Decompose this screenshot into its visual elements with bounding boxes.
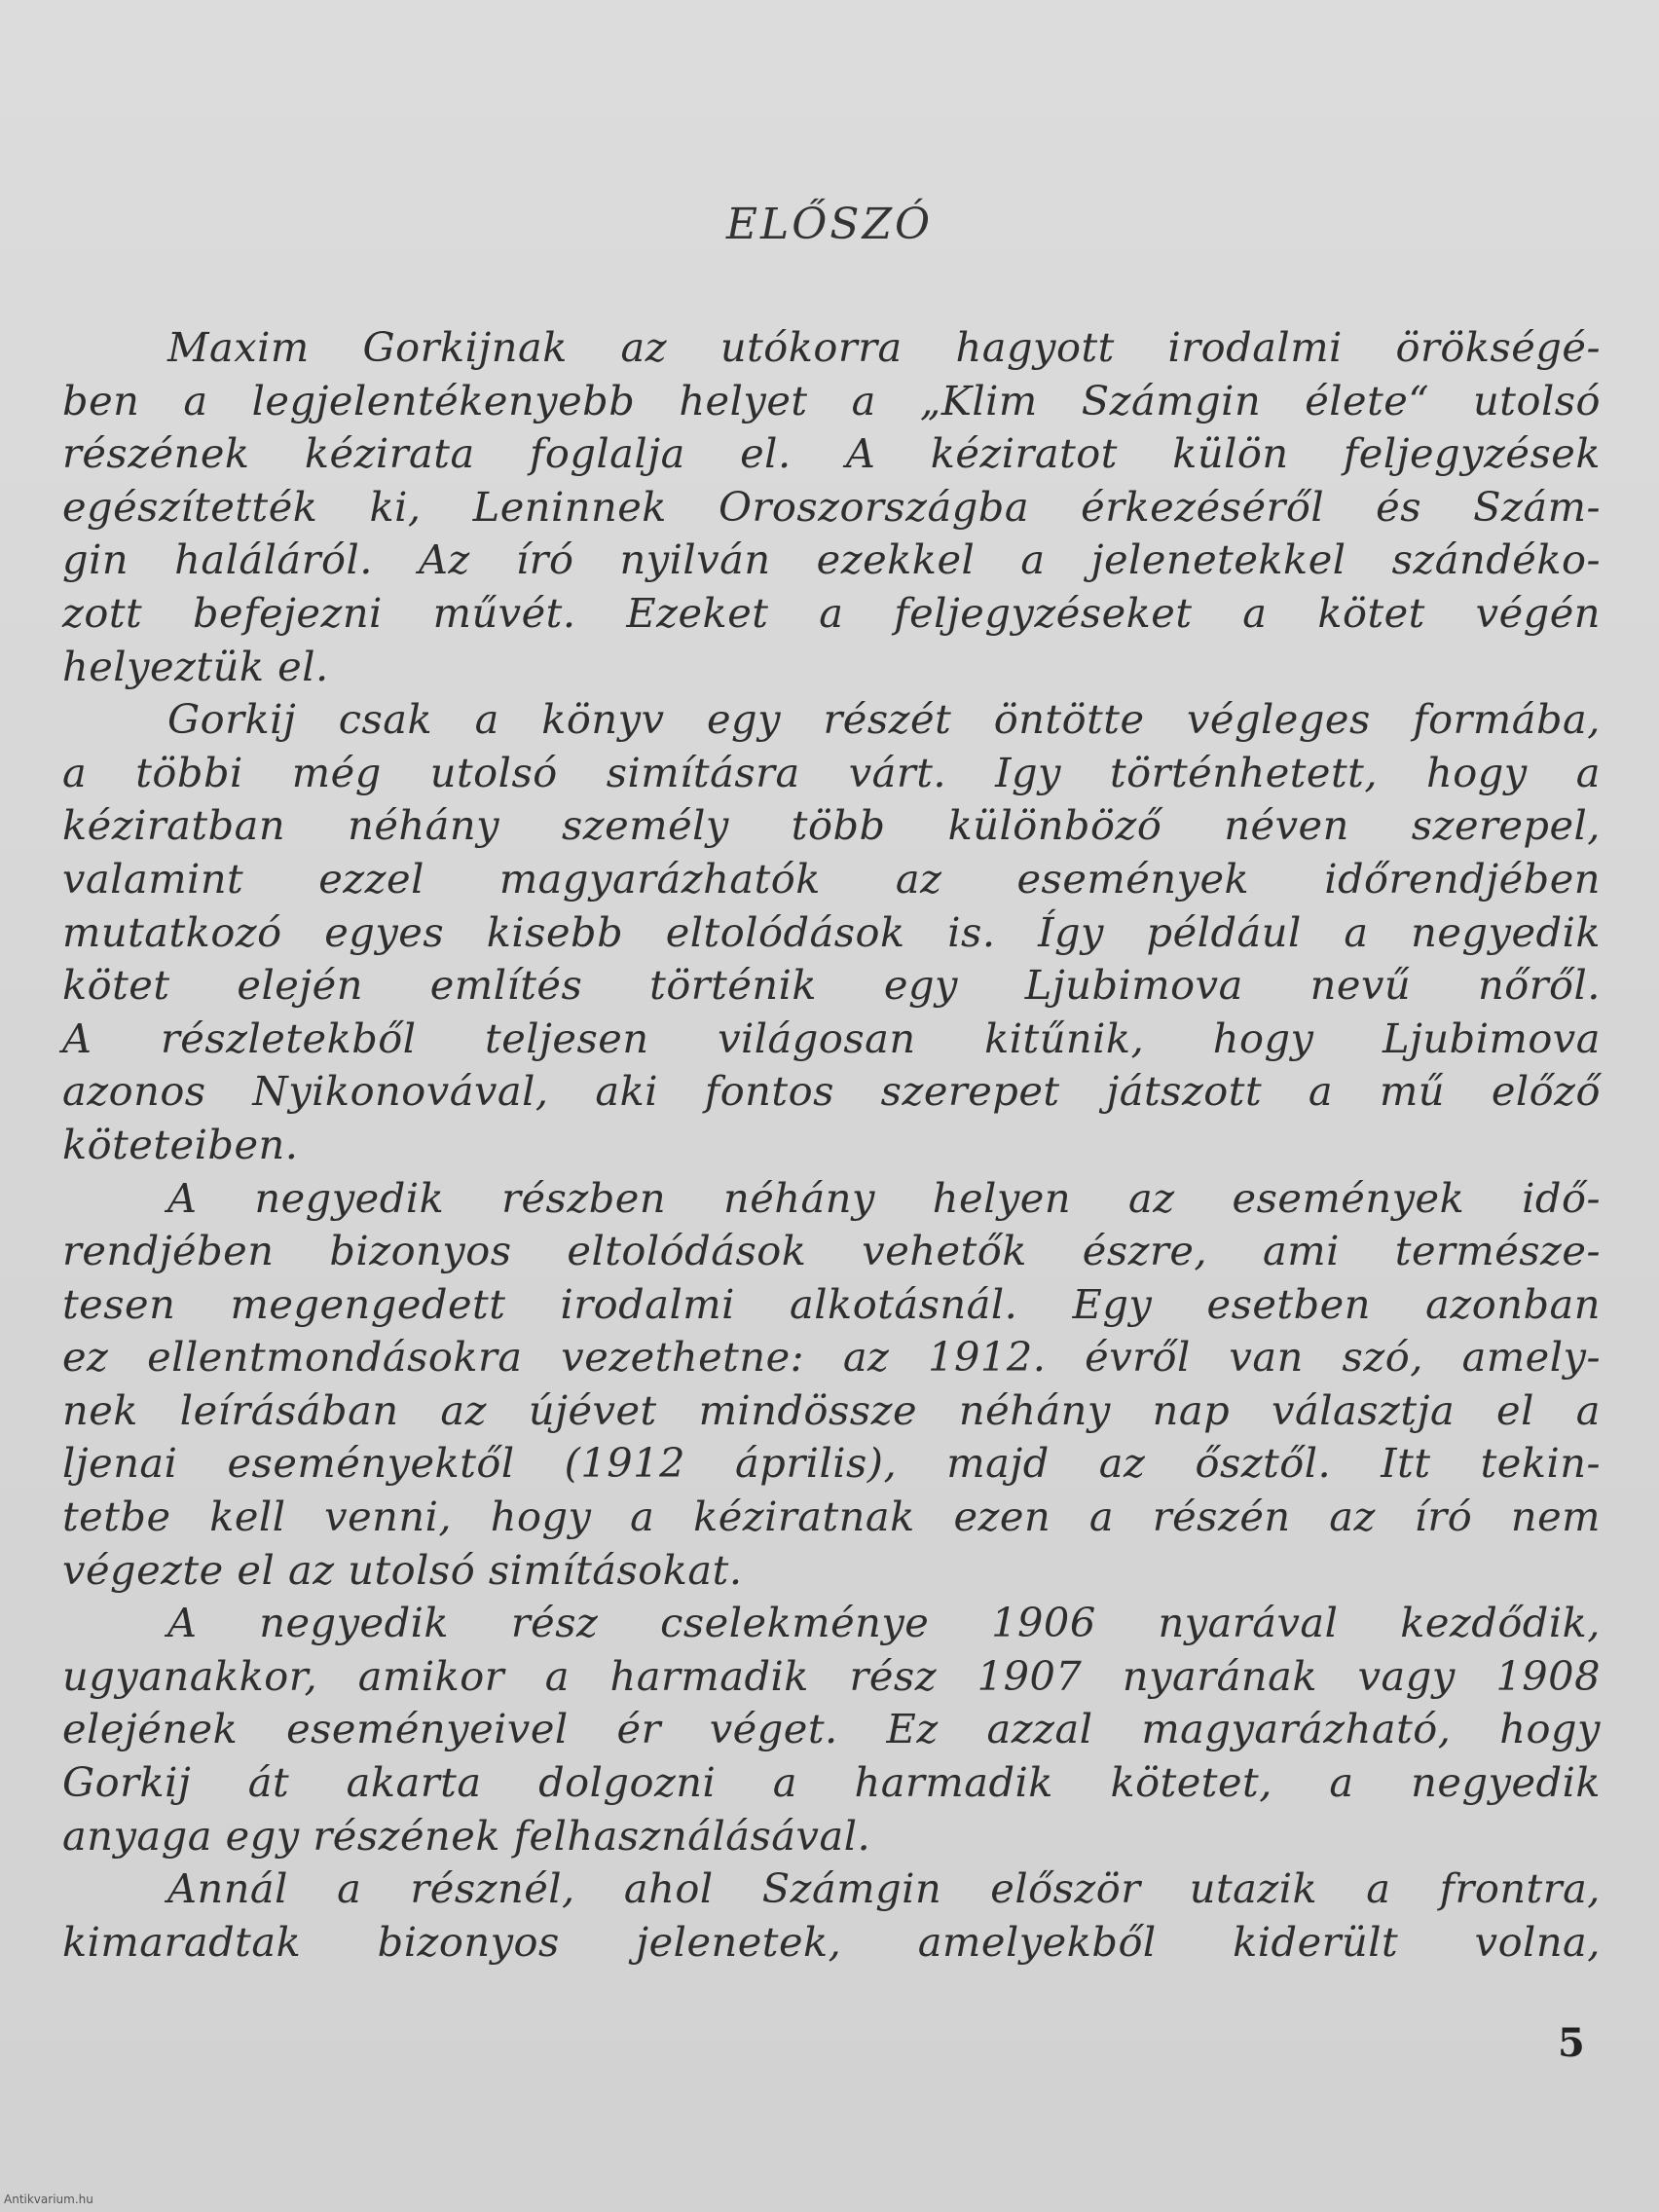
paragraph-4 — [62, 1597, 1601, 1862]
watermark: Antikvarium.hu — [4, 2193, 93, 2206]
text-line: elejének eseményeivel ér véget. Ez azzal magyarázható, hogy — [62, 1705, 1601, 1753]
text-line: végezte el az utolsó simításokat. — [62, 1545, 743, 1594]
text-line: kéziratban néhány személy több különböző néven szerepel, — [62, 801, 1601, 850]
paragraph-5 — [62, 1862, 1601, 1969]
page-number: 5 — [1558, 2020, 1585, 2066]
text-line: valamint ezzel magyarázhatók az események időrendjében — [62, 854, 1601, 903]
text-line: A negyedik részben néhány helyen az események idő- — [167, 1173, 1601, 1222]
text-line: helyeztük el. — [62, 642, 329, 690]
text-line: Annál a résznél, ahol Számgin először utazik a frontra, — [167, 1864, 1601, 1913]
paragraph-2 — [62, 693, 1601, 1171]
paragraph-1 — [62, 321, 1601, 693]
text-line: zott befejezni művét. Ezeket a feljegyzéseket a kötet végén — [62, 588, 1601, 637]
text-line: kimaradtak bizonyos jelenetek, amelyekből kiderült volna, — [62, 1917, 1601, 1966]
text-line: A negyedik rész cselekménye 1906 nyarával kezdődik, — [167, 1599, 1601, 1647]
text-line: ez ellentmondásokra vezethetne: az 1912. évről van szó, amely- — [62, 1333, 1601, 1382]
text-line: anyaga egy részének felhasználásával. — [62, 1811, 871, 1860]
text-line: Maxim Gorkijnak az utókorra hagyott irodalmi örökségé- — [167, 323, 1601, 371]
paragraph-3 — [62, 1172, 1601, 1598]
text-line: tesen megengedett irodalmi alkotásnál. Egy esetben azonban — [62, 1279, 1601, 1328]
text-line: ugyanakkor, amikor a harmadik rész 1907 nyarának vagy 1908 — [62, 1651, 1601, 1700]
body-text — [62, 321, 1601, 1969]
text-line: kötet elején említés történik egy Ljubimova nevű nőről. — [62, 961, 1601, 1010]
text-line: azonos Nyikonovával, aki fontos szerepet játszott a mű előző — [62, 1067, 1601, 1116]
text-line: egészítették ki, Leninnek Oroszországba érkezéséről és Szám- — [62, 482, 1601, 531]
text-line: a többi még utolsó simításra várt. Igy történhetett, hogy a — [62, 748, 1601, 796]
text-line: köteteiben. — [62, 1120, 299, 1168]
text-line: mutatkozó egyes kisebb eltolódások is. Így például a negyedik — [62, 907, 1601, 956]
text-line: részének kézirata foglalja el. A kéziratot külön feljegyzések — [62, 429, 1601, 478]
text-line: Gorkij át akarta dolgozni a harmadik kötetet, a negyedik — [62, 1758, 1601, 1807]
text-line: A részletekből teljesen világosan kitűnik, hogy Ljubimova — [62, 1014, 1601, 1062]
text-line: tetbe kell venni, hogy a kéziratnak ezen a részén az író nem — [62, 1493, 1601, 1541]
text-line: ben a legjelentékenyebb helyet a „Klim Számgin élete“ utolsó — [62, 376, 1601, 424]
page-title: ELŐSZÓ — [725, 200, 934, 249]
text-line: Gorkij csak a könyv egy részét öntötte végleges formába, — [167, 695, 1601, 744]
text-line: gin haláláról. Az író nyilván ezekkel a jelenetekkel szándéko- — [62, 535, 1601, 584]
text-line: ljenai eseményektől (1912 április), majd az ősztől. Itt tekin- — [62, 1439, 1601, 1488]
text-line: rendjében bizonyos eltolódások vehetők észre, ami természe- — [62, 1227, 1601, 1275]
text-line: nek leírásában az újévet mindössze néhány nap választja el a — [62, 1385, 1601, 1434]
